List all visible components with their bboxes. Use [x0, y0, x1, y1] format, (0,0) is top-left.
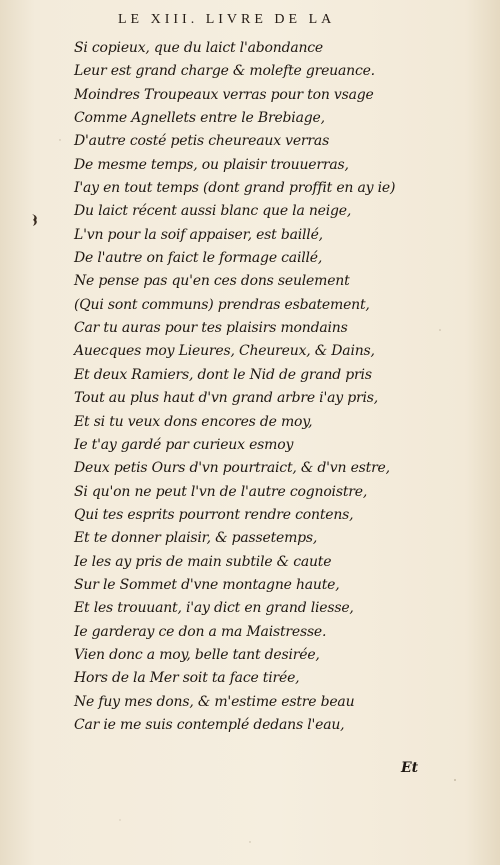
verse-line: (Qui sont communs) prendras esbatement, [74, 296, 370, 313]
verse-block [74, 37, 424, 737]
running-head: LE XIII. LIVRE DE LA [118, 12, 336, 27]
verse-line: Hors de la Mer soit ta face tirée, [74, 670, 300, 687]
verse-line: Ne pense pas qu'en ces dons seulement [74, 273, 350, 290]
verse-line: Si copieux, que du laict l'abondance [74, 40, 324, 56]
verse-line: Vien donc a moy, belle tant desirée, [74, 646, 320, 663]
verse-line: Car tu auras pour tes plaisirs mondains [74, 320, 348, 337]
verse-line: Qui tes esprits pourront rendre contens, [74, 506, 354, 523]
verse-line: Et si tu veux dons encores de moy, [74, 413, 313, 430]
verse-line: D'autre costé petis cheureaux verras [74, 133, 330, 150]
verse-line: Sur le Sommet d'vne montagne haute, [74, 576, 340, 593]
verse-line: Ie t'ay gardé par curieux esmoy [74, 436, 294, 453]
verse-line: I'ay en tout temps (dont grand proffit en ay ie) [74, 180, 396, 197]
verse-line: Auecques moy Lieures, Cheureux, & Dains, [74, 343, 375, 360]
margin-mark-icon [30, 213, 40, 227]
verse-line: Comme Agnellets entre le Brebiage, [74, 110, 325, 127]
verse-line: Leur est grand charge & molefte greuance. [74, 63, 375, 80]
verse-line: Moindres Troupeaux verras pour ton vsage [74, 86, 374, 103]
verse-line: Du laict récent aussi blanc que la neige, [74, 203, 352, 220]
catchword: Et [401, 760, 419, 776]
verse-line: Ne fuy mes dons, & m'estime estre beau [74, 693, 355, 710]
verse-line: Ie les ay pris de main subtile & caute [74, 553, 332, 570]
verse-line: Et te donner plaisir, & passetemps, [74, 530, 318, 547]
verse-line: Et les trouuant, i'ay dict en grand liesse, [74, 600, 354, 617]
verse-line: Et deux Ramiers, dont le Nid de grand pris [74, 366, 372, 383]
verse-line: Car ie me suis contemplé dedans l'eau, [74, 716, 345, 733]
verse-line: L'vn pour la soif appaiser, est baillé, [74, 226, 323, 243]
verse-line: De l'autre on faict le formage caillé, [74, 250, 323, 267]
verse-line: Si qu'on ne peut l'vn de l'autre cognoistre, [74, 483, 368, 500]
verse-line: Tout au plus haut d'vn grand arbre i'ay pris, [74, 390, 378, 407]
verse-line: Ie garderay ce don a ma Maistresse. [74, 623, 327, 640]
verse-line: Deux petis Ours d'vn pourtraict, & d'vn estre, [74, 460, 390, 477]
verse-line: De mesme temps, ou plaisir trouuerras, [74, 156, 349, 173]
